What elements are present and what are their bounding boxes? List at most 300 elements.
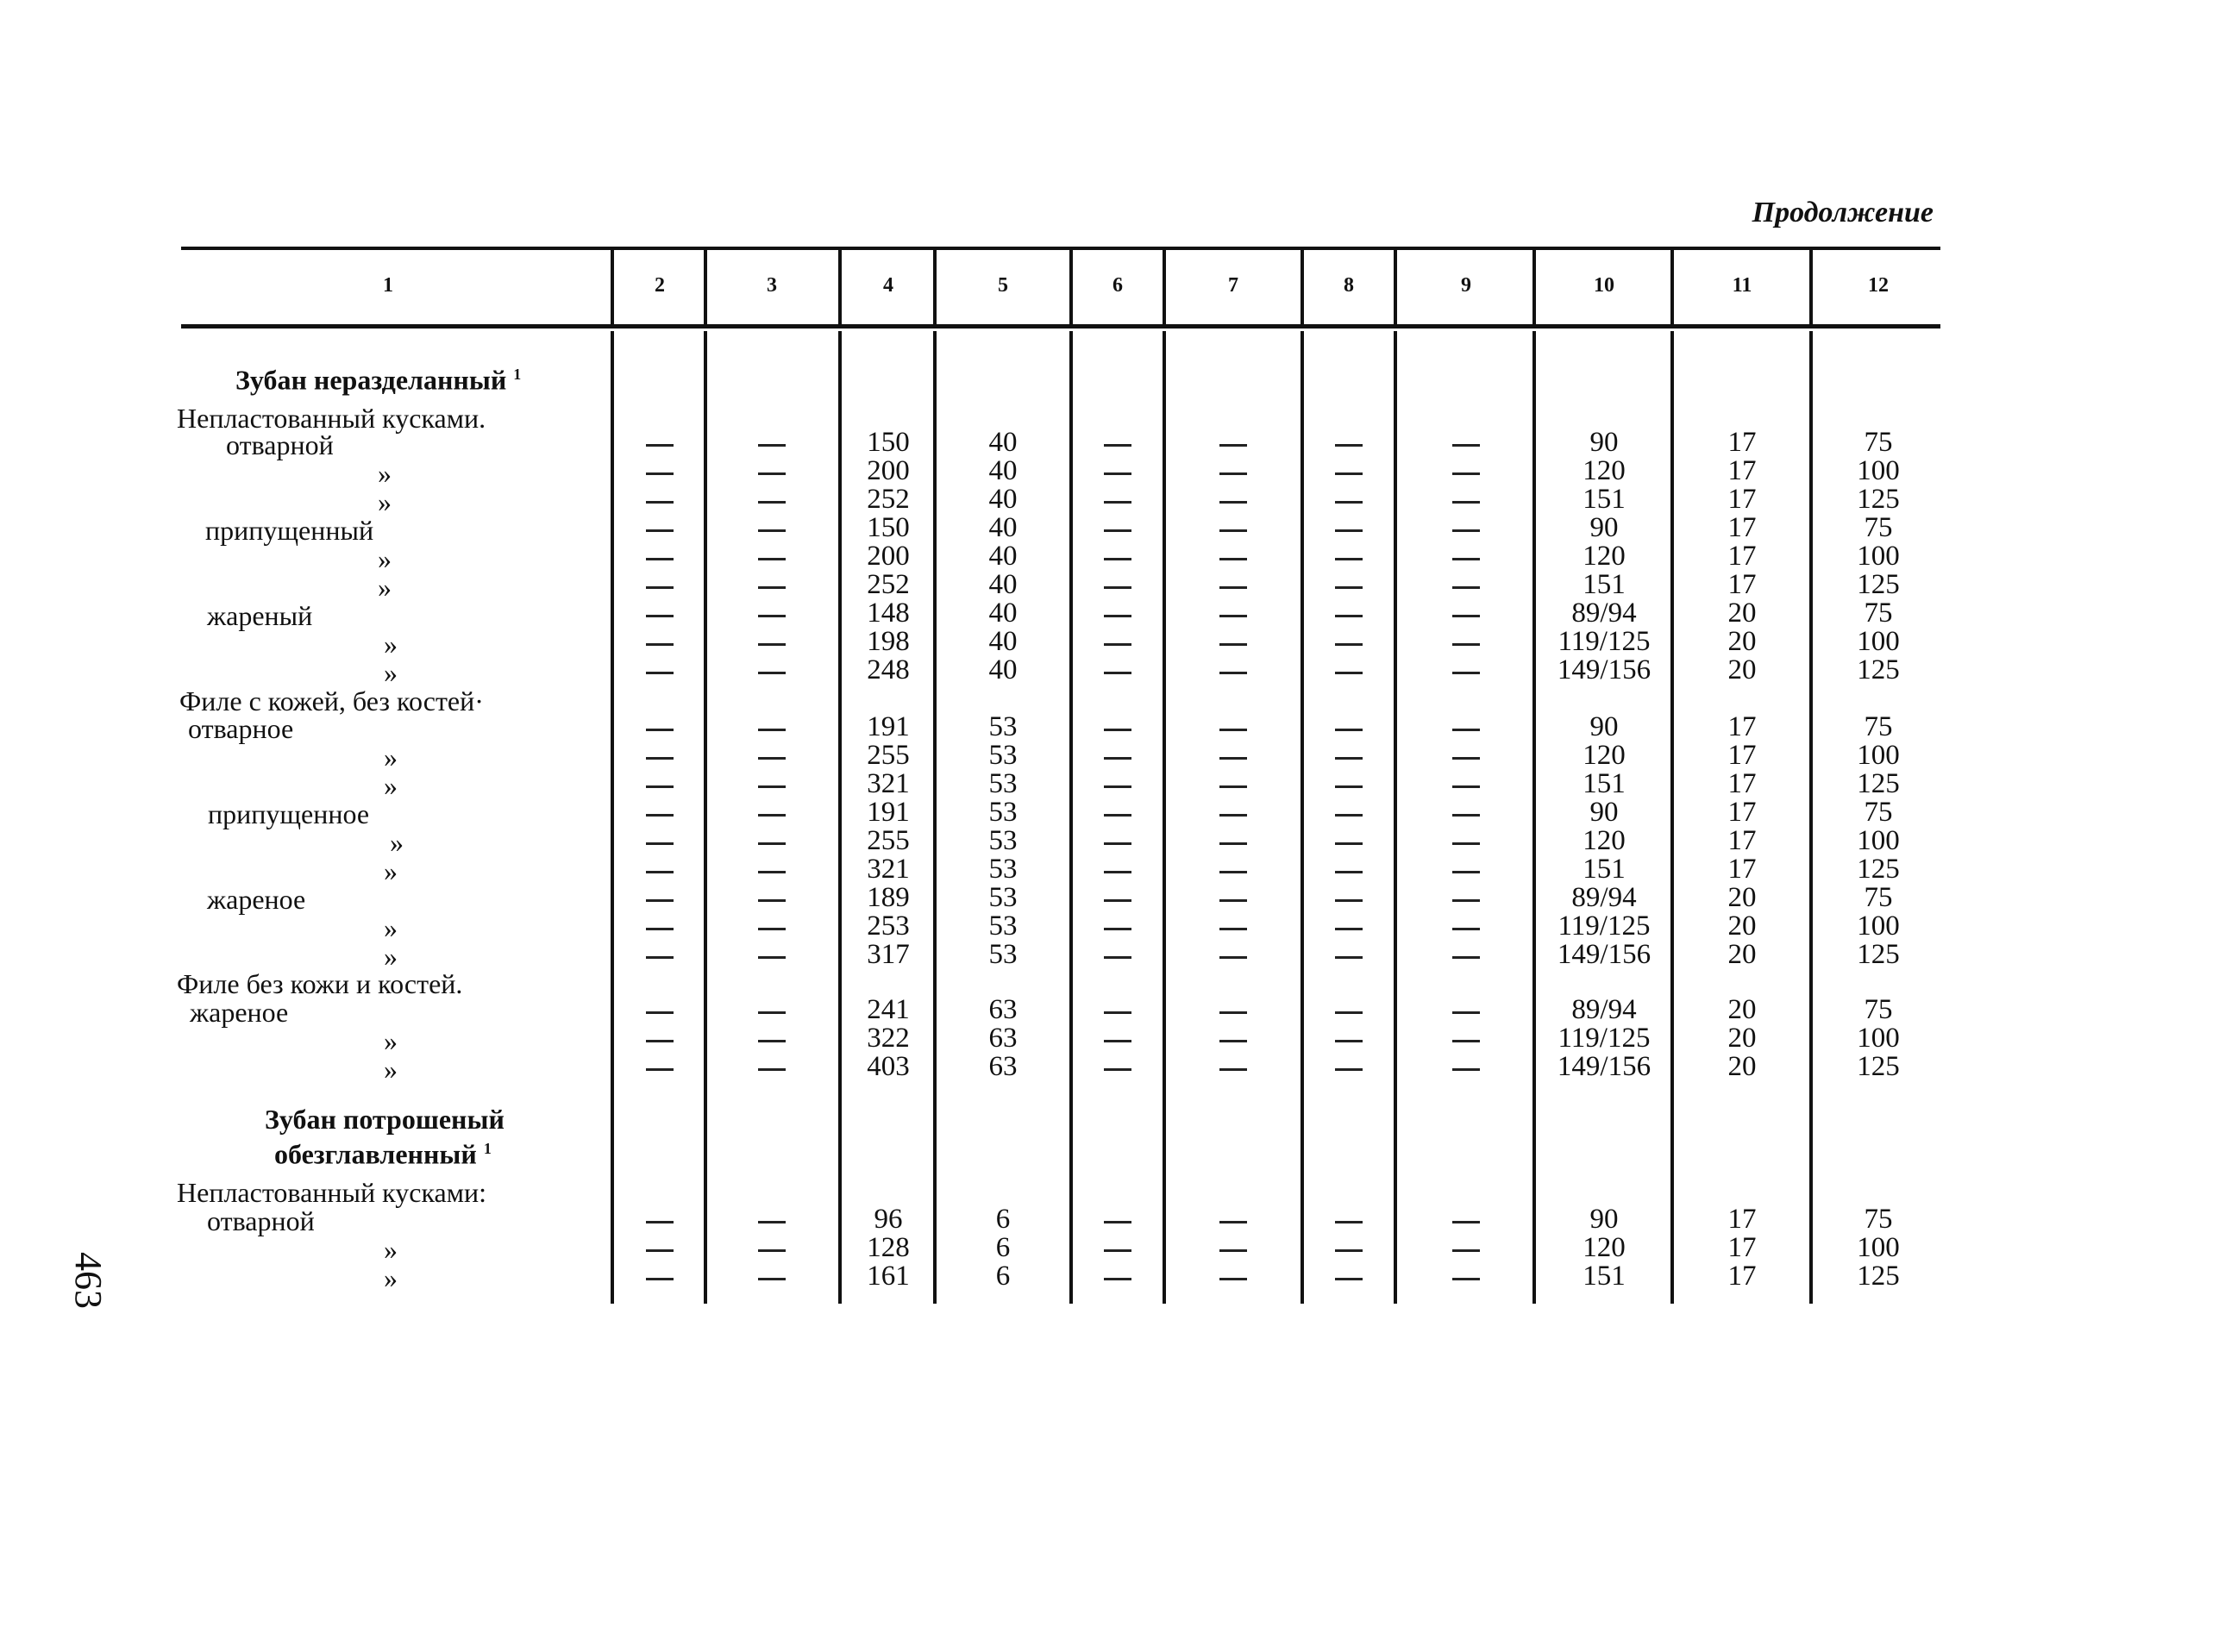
table-cell: 125 bbox=[1857, 939, 1900, 970]
dash-mark bbox=[758, 444, 786, 447]
table-cell: 321 bbox=[867, 854, 910, 885]
dash-mark bbox=[646, 643, 674, 646]
column-divider bbox=[1069, 331, 1073, 1304]
table-cell: 191 bbox=[867, 797, 910, 828]
row-label: отварной bbox=[207, 1205, 315, 1236]
dash-mark bbox=[1219, 643, 1247, 646]
dash-mark bbox=[758, 472, 786, 475]
table-cell: 89/94 bbox=[1571, 994, 1637, 1025]
dash-mark bbox=[1452, 928, 1480, 930]
dash-mark bbox=[1219, 814, 1247, 817]
table-cell: 63 bbox=[988, 1023, 1018, 1054]
table-cell: 151 bbox=[1583, 854, 1626, 885]
dash-mark bbox=[1335, 1278, 1363, 1280]
dash-mark bbox=[1452, 956, 1480, 959]
dash-mark bbox=[1452, 871, 1480, 873]
column-divider bbox=[1532, 331, 1536, 1304]
table-cell: 20 bbox=[1727, 910, 1757, 942]
dash-mark bbox=[1335, 928, 1363, 930]
page-number: 463 bbox=[67, 1252, 110, 1309]
column-header: 9 bbox=[1461, 274, 1471, 297]
dash-mark bbox=[758, 1278, 786, 1280]
table-cell: 125 bbox=[1857, 854, 1900, 885]
table-cell: 53 bbox=[988, 825, 1018, 856]
table-cell: 119/125 bbox=[1558, 910, 1651, 942]
column-header: 8 bbox=[1344, 274, 1354, 297]
column-divider bbox=[1301, 250, 1304, 324]
table-cell: 151 bbox=[1583, 768, 1626, 799]
table-cell: 100 bbox=[1857, 825, 1900, 856]
dash-mark bbox=[646, 1040, 674, 1042]
table-cell: 125 bbox=[1857, 569, 1900, 600]
dash-mark bbox=[1452, 1040, 1480, 1042]
dash-mark bbox=[1219, 1040, 1247, 1042]
dash-mark bbox=[1452, 757, 1480, 760]
dash-mark bbox=[1219, 757, 1247, 760]
table-cell: 90 bbox=[1589, 512, 1619, 543]
dash-mark bbox=[1219, 956, 1247, 959]
table-cell: 241 bbox=[867, 994, 910, 1025]
table-cell: 200 bbox=[867, 455, 910, 486]
dash-mark bbox=[1452, 1011, 1480, 1014]
table-cell: 75 bbox=[1864, 711, 1893, 742]
column-header: 6 bbox=[1112, 274, 1123, 297]
table-cell: 17 bbox=[1727, 541, 1757, 572]
dash-mark bbox=[1219, 1068, 1247, 1071]
table-cell: 100 bbox=[1857, 1232, 1900, 1263]
dash-mark bbox=[1452, 558, 1480, 560]
table-cell: 53 bbox=[988, 882, 1018, 913]
dash-mark bbox=[646, 529, 674, 532]
dash-mark bbox=[1452, 899, 1480, 902]
dash-mark bbox=[1335, 729, 1363, 731]
table-cell: 198 bbox=[867, 626, 910, 657]
column-divider bbox=[611, 331, 614, 1304]
dash-mark bbox=[758, 586, 786, 589]
ditto-mark: » bbox=[384, 855, 398, 886]
table-cell: 17 bbox=[1727, 740, 1757, 771]
table-cell: 63 bbox=[988, 1051, 1018, 1082]
table-cell: 17 bbox=[1727, 512, 1757, 543]
table-cell: 248 bbox=[867, 654, 910, 685]
column-divider bbox=[704, 250, 707, 324]
table-cell: 125 bbox=[1857, 1051, 1900, 1082]
dash-mark bbox=[1335, 558, 1363, 560]
dash-mark bbox=[1452, 1249, 1480, 1252]
table-cell: 90 bbox=[1589, 1204, 1619, 1235]
table-cell: 53 bbox=[988, 910, 1018, 942]
ditto-mark: » bbox=[384, 1234, 398, 1265]
dash-mark bbox=[1104, 558, 1131, 560]
ditto-mark: » bbox=[384, 1054, 398, 1085]
table-cell: 17 bbox=[1727, 768, 1757, 799]
table-cell: 100 bbox=[1857, 910, 1900, 942]
column-divider bbox=[1163, 250, 1166, 324]
ditto-mark: » bbox=[384, 941, 398, 972]
dash-mark bbox=[758, 1040, 786, 1042]
dash-mark bbox=[646, 586, 674, 589]
dash-mark bbox=[758, 785, 786, 788]
table-cell: 40 bbox=[988, 598, 1018, 629]
dash-mark bbox=[758, 757, 786, 760]
dash-mark bbox=[1104, 643, 1131, 646]
row-label: Непластованный кусками: bbox=[177, 1177, 486, 1208]
column-divider bbox=[1532, 250, 1536, 324]
table-cell: 161 bbox=[867, 1261, 910, 1292]
dash-mark bbox=[646, 1221, 674, 1223]
table-cell: 128 bbox=[867, 1232, 910, 1263]
dash-mark bbox=[1452, 444, 1480, 447]
table-cell: 100 bbox=[1857, 626, 1900, 657]
table-cell: 100 bbox=[1857, 740, 1900, 771]
dash-mark bbox=[758, 1068, 786, 1071]
dash-mark bbox=[1219, 928, 1247, 930]
dash-mark bbox=[646, 1011, 674, 1014]
column-header: 7 bbox=[1228, 274, 1238, 297]
column-header: 1 bbox=[383, 274, 393, 297]
table-cell: 90 bbox=[1589, 427, 1619, 458]
ditto-mark: » bbox=[378, 458, 392, 489]
table-cell: 100 bbox=[1857, 541, 1900, 572]
table-cell: 17 bbox=[1727, 427, 1757, 458]
table-cell: 17 bbox=[1727, 569, 1757, 600]
dash-mark bbox=[1219, 1249, 1247, 1252]
dash-mark bbox=[758, 501, 786, 504]
dash-mark bbox=[758, 529, 786, 532]
dash-mark bbox=[1104, 615, 1131, 617]
dash-mark bbox=[1452, 842, 1480, 845]
table-cell: 53 bbox=[988, 797, 1018, 828]
dash-mark bbox=[1452, 643, 1480, 646]
dash-mark bbox=[1219, 444, 1247, 447]
dash-mark bbox=[1104, 444, 1131, 447]
table-cell: 20 bbox=[1727, 654, 1757, 685]
table-cell: 120 bbox=[1583, 740, 1626, 771]
column-header: 2 bbox=[655, 274, 665, 297]
table-cell: 75 bbox=[1864, 1204, 1893, 1235]
dash-mark bbox=[1335, 444, 1363, 447]
dash-mark bbox=[646, 1249, 674, 1252]
dash-mark bbox=[1452, 814, 1480, 817]
ditto-mark: » bbox=[384, 629, 398, 660]
dash-mark bbox=[1335, 814, 1363, 817]
dash-mark bbox=[1104, 899, 1131, 902]
dash-mark bbox=[1335, 643, 1363, 646]
table-cell: 150 bbox=[867, 512, 910, 543]
row-label: припущенное bbox=[208, 798, 370, 829]
dash-mark bbox=[758, 1249, 786, 1252]
dash-mark bbox=[646, 1278, 674, 1280]
dash-mark bbox=[646, 785, 674, 788]
section-title-2: Зубан потрошеный bbox=[265, 1104, 505, 1135]
table-cell: 6 bbox=[995, 1261, 1011, 1292]
dash-mark bbox=[646, 928, 674, 930]
dash-mark bbox=[1335, 842, 1363, 845]
ditto-mark: » bbox=[384, 1262, 398, 1293]
row-label: жареное bbox=[207, 884, 306, 915]
table-cell: 17 bbox=[1727, 1204, 1757, 1235]
dash-mark bbox=[1452, 729, 1480, 731]
table-cell: 403 bbox=[867, 1051, 910, 1082]
row-label: жареное bbox=[190, 997, 289, 1028]
dash-mark bbox=[758, 558, 786, 560]
table-cell: 75 bbox=[1864, 994, 1893, 1025]
dash-mark bbox=[1219, 899, 1247, 902]
table-cell: 17 bbox=[1727, 797, 1757, 828]
dash-mark bbox=[1335, 1221, 1363, 1223]
table-cell: 100 bbox=[1857, 1023, 1900, 1054]
column-divider bbox=[1394, 331, 1397, 1304]
table-cell: 151 bbox=[1583, 1261, 1626, 1292]
table-cell: 149/156 bbox=[1557, 939, 1652, 970]
row-label: Непластованный кусками. bbox=[177, 403, 486, 434]
table-cell: 89/94 bbox=[1571, 598, 1637, 629]
dash-mark bbox=[1335, 757, 1363, 760]
table-cell: 75 bbox=[1864, 512, 1893, 543]
table-cell: 40 bbox=[988, 484, 1018, 515]
dash-mark bbox=[1452, 615, 1480, 617]
dash-mark bbox=[758, 899, 786, 902]
table-cell: 149/156 bbox=[1557, 1051, 1652, 1082]
column-header: 11 bbox=[1732, 274, 1752, 297]
dash-mark bbox=[1104, 501, 1131, 504]
ditto-mark: » bbox=[378, 572, 392, 603]
table-top-rule bbox=[181, 247, 1940, 250]
table-cell: 17 bbox=[1727, 825, 1757, 856]
dash-mark bbox=[646, 444, 674, 447]
table-cell: 20 bbox=[1727, 994, 1757, 1025]
table-cell: 20 bbox=[1727, 939, 1757, 970]
dash-mark bbox=[646, 615, 674, 617]
dash-mark bbox=[1219, 729, 1247, 731]
dash-mark bbox=[1104, 672, 1131, 674]
column-divider bbox=[1809, 250, 1813, 324]
column-divider bbox=[838, 250, 842, 324]
continuation-label: Продолжение bbox=[1752, 197, 1934, 228]
table-cell: 75 bbox=[1864, 598, 1893, 629]
table-cell: 125 bbox=[1857, 1261, 1900, 1292]
dash-mark bbox=[758, 871, 786, 873]
dash-mark bbox=[1219, 1278, 1247, 1280]
dash-mark bbox=[758, 615, 786, 617]
table-cell: 253 bbox=[867, 910, 910, 942]
dash-mark bbox=[1335, 1011, 1363, 1014]
ditto-mark: » bbox=[390, 827, 404, 858]
dash-mark bbox=[1104, 1249, 1131, 1252]
dash-mark bbox=[1104, 472, 1131, 475]
dash-mark bbox=[1219, 529, 1247, 532]
column-divider bbox=[933, 250, 937, 324]
dash-mark bbox=[1104, 785, 1131, 788]
dash-mark bbox=[646, 729, 674, 731]
table-cell: 40 bbox=[988, 569, 1018, 600]
dash-mark bbox=[1335, 899, 1363, 902]
table-cell: 40 bbox=[988, 512, 1018, 543]
table-cell: 189 bbox=[867, 882, 910, 913]
table-cell: 125 bbox=[1857, 768, 1900, 799]
table-cell: 6 bbox=[995, 1232, 1011, 1263]
dash-mark bbox=[758, 672, 786, 674]
table-header-rule bbox=[181, 324, 1940, 329]
dash-mark bbox=[1104, 871, 1131, 873]
dash-mark bbox=[1104, 814, 1131, 817]
table-cell: 252 bbox=[867, 484, 910, 515]
table-cell: 40 bbox=[988, 455, 1018, 486]
dash-mark bbox=[1452, 1068, 1480, 1071]
table-cell: 75 bbox=[1864, 427, 1893, 458]
table-cell: 148 bbox=[867, 598, 910, 629]
table-cell: 53 bbox=[988, 768, 1018, 799]
dash-mark bbox=[646, 501, 674, 504]
table-cell: 120 bbox=[1583, 455, 1626, 486]
table-cell: 119/125 bbox=[1558, 626, 1651, 657]
dash-mark bbox=[646, 672, 674, 674]
dash-mark bbox=[1219, 615, 1247, 617]
table-cell: 20 bbox=[1727, 626, 1757, 657]
column-divider bbox=[1809, 331, 1813, 1304]
table-cell: 40 bbox=[988, 427, 1018, 458]
table-cell: 40 bbox=[988, 654, 1018, 685]
dash-mark bbox=[1219, 472, 1247, 475]
table-cell: 53 bbox=[988, 939, 1018, 970]
section-title-1: Зубан неразделанный $^1$ bbox=[235, 364, 522, 396]
table-cell: 53 bbox=[988, 711, 1018, 742]
table-cell: 40 bbox=[988, 626, 1018, 657]
ditto-mark: » bbox=[384, 657, 398, 688]
table-cell: 75 bbox=[1864, 797, 1893, 828]
table-cell: 20 bbox=[1727, 1051, 1757, 1082]
dash-mark bbox=[646, 842, 674, 845]
dash-mark bbox=[1452, 501, 1480, 504]
dash-mark bbox=[1335, 472, 1363, 475]
dash-mark bbox=[1452, 472, 1480, 475]
dash-mark bbox=[1452, 586, 1480, 589]
table-cell: 200 bbox=[867, 541, 910, 572]
table-cell: 17 bbox=[1727, 711, 1757, 742]
dash-mark bbox=[646, 814, 674, 817]
column-divider bbox=[704, 331, 707, 1304]
table-cell: 149/156 bbox=[1557, 654, 1652, 685]
dash-mark bbox=[1335, 956, 1363, 959]
dash-mark bbox=[1335, 529, 1363, 532]
table-cell: 255 bbox=[867, 740, 910, 771]
table-cell: 151 bbox=[1583, 484, 1626, 515]
table-cell: 20 bbox=[1727, 1023, 1757, 1054]
table-cell: 125 bbox=[1857, 654, 1900, 685]
row-label: отварной bbox=[226, 429, 334, 460]
ditto-mark: » bbox=[378, 486, 392, 517]
table-cell: 17 bbox=[1727, 1232, 1757, 1263]
dash-mark bbox=[1104, 1040, 1131, 1042]
table-cell: 17 bbox=[1727, 854, 1757, 885]
column-divider bbox=[611, 250, 614, 324]
table-cell: 17 bbox=[1727, 1261, 1757, 1292]
dash-mark bbox=[758, 729, 786, 731]
column-header: 3 bbox=[767, 274, 777, 297]
row-label: Филе с кожей, без костей· bbox=[179, 685, 484, 716]
ditto-mark: » bbox=[384, 770, 398, 801]
dash-mark bbox=[1335, 1249, 1363, 1252]
dash-mark bbox=[1452, 1278, 1480, 1280]
table-cell: 317 bbox=[867, 939, 910, 970]
dash-mark bbox=[758, 643, 786, 646]
dash-mark bbox=[646, 1068, 674, 1071]
column-divider bbox=[1163, 331, 1166, 1304]
dash-mark bbox=[1104, 1221, 1131, 1223]
dash-mark bbox=[1219, 501, 1247, 504]
dash-mark bbox=[1104, 956, 1131, 959]
dash-mark bbox=[758, 1221, 786, 1223]
dash-mark bbox=[758, 1011, 786, 1014]
dash-mark bbox=[646, 871, 674, 873]
table-cell: 89/94 bbox=[1571, 882, 1637, 913]
table-cell: 90 bbox=[1589, 711, 1619, 742]
row-label: отварное bbox=[188, 713, 294, 744]
dash-mark bbox=[1452, 529, 1480, 532]
dash-mark bbox=[1104, 529, 1131, 532]
table-cell: 119/125 bbox=[1558, 1023, 1651, 1054]
table-cell: 125 bbox=[1857, 484, 1900, 515]
dash-mark bbox=[1452, 1221, 1480, 1223]
row-label: припущенный bbox=[205, 515, 374, 546]
dash-mark bbox=[1335, 501, 1363, 504]
row-label: Филе без кожи и костей. bbox=[177, 968, 463, 999]
dash-mark bbox=[1219, 842, 1247, 845]
column-header: 10 bbox=[1594, 274, 1614, 297]
dash-mark bbox=[758, 842, 786, 845]
dash-mark bbox=[1104, 1278, 1131, 1280]
dash-mark bbox=[1335, 672, 1363, 674]
column-divider bbox=[1394, 250, 1397, 324]
dash-mark bbox=[758, 928, 786, 930]
dash-mark bbox=[646, 472, 674, 475]
table-cell: 191 bbox=[867, 711, 910, 742]
dash-mark bbox=[1335, 1040, 1363, 1042]
table-cell: 150 bbox=[867, 427, 910, 458]
dash-mark bbox=[1335, 1068, 1363, 1071]
dash-mark bbox=[1104, 1068, 1131, 1071]
dash-mark bbox=[1335, 615, 1363, 617]
dash-mark bbox=[1219, 586, 1247, 589]
table-cell: 20 bbox=[1727, 598, 1757, 629]
dash-mark bbox=[1219, 871, 1247, 873]
table-cell: 120 bbox=[1583, 1232, 1626, 1263]
table-cell: 151 bbox=[1583, 569, 1626, 600]
dash-mark bbox=[1219, 1221, 1247, 1223]
dash-mark bbox=[1219, 1011, 1247, 1014]
table-cell: 120 bbox=[1583, 825, 1626, 856]
table-cell: 90 bbox=[1589, 797, 1619, 828]
dash-mark bbox=[758, 814, 786, 817]
column-divider bbox=[1670, 331, 1674, 1304]
dash-mark bbox=[1452, 785, 1480, 788]
table-cell: 255 bbox=[867, 825, 910, 856]
dash-mark bbox=[1452, 672, 1480, 674]
table-cell: 6 bbox=[995, 1204, 1011, 1235]
table-cell: 321 bbox=[867, 768, 910, 799]
column-header: 4 bbox=[883, 274, 893, 297]
dash-mark bbox=[1335, 871, 1363, 873]
dash-mark bbox=[1219, 558, 1247, 560]
ditto-mark: » bbox=[378, 543, 392, 574]
dash-mark bbox=[1104, 586, 1131, 589]
dash-mark bbox=[646, 899, 674, 902]
table-cell: 20 bbox=[1727, 882, 1757, 913]
dash-mark bbox=[1219, 785, 1247, 788]
column-header: 5 bbox=[998, 274, 1008, 297]
dash-mark bbox=[1104, 729, 1131, 731]
table-cell: 17 bbox=[1727, 455, 1757, 486]
